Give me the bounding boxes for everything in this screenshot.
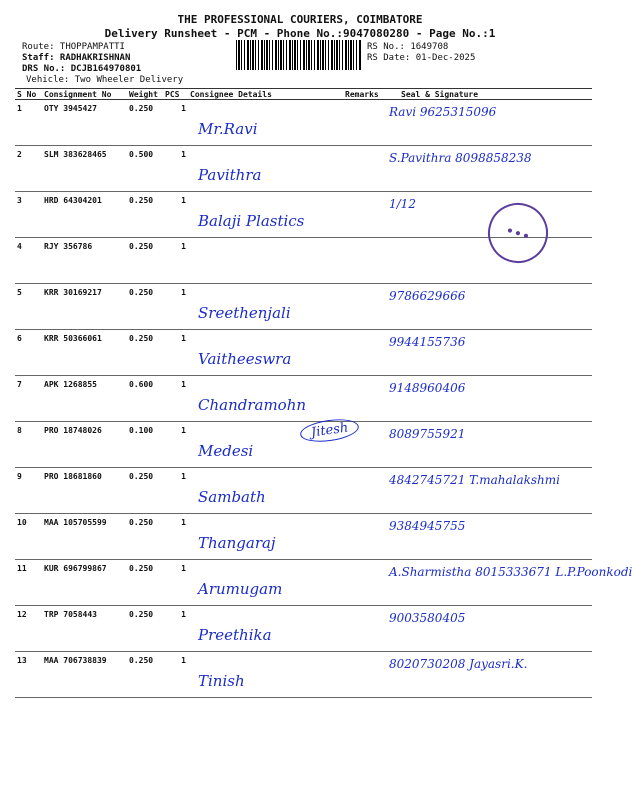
weight-cell: 0.250	[127, 284, 163, 330]
pcs-cell: 1	[163, 192, 188, 238]
sno-cell: 3	[15, 192, 42, 238]
consignment-cell: KRR 30169217	[42, 284, 127, 330]
consignee-name-handwritten: Tinish	[198, 672, 245, 690]
remarks-cell	[343, 560, 383, 606]
signature-handwritten: 9944155736	[389, 335, 466, 349]
consignee-cell	[188, 560, 343, 606]
table-row	[15, 606, 592, 652]
weight-cell: 0.100	[127, 422, 163, 468]
consignee-cell	[188, 514, 343, 560]
col-signature: Seal & Signature	[383, 89, 592, 100]
sno-cell: 6	[15, 330, 42, 376]
signature-handwritten: 9786629666	[389, 289, 466, 303]
weight-cell: 0.600	[127, 376, 163, 422]
consignee-cell	[188, 284, 343, 330]
sno-cell: 10	[15, 514, 42, 560]
pcs-cell: 1	[163, 100, 188, 146]
consignee-name-handwritten: Balaji Plastics	[198, 212, 305, 230]
consignee-name-handwritten: Arumugam	[198, 580, 283, 598]
signature-handwritten: 9003580405	[389, 611, 466, 625]
remarks-cell	[343, 238, 383, 284]
sno-cell: 2	[15, 146, 42, 192]
table-row	[15, 100, 592, 146]
pcs-cell: 1	[163, 376, 188, 422]
runsheet-subtitle: Delivery Runsheet - PCM - Phone No.:9047080280 - Page No.:1	[104, 27, 496, 40]
consignee-cell	[188, 238, 343, 284]
signature-cell	[383, 146, 592, 192]
signature-handwritten: 4842745721 T.mahalakshmi	[389, 473, 560, 487]
signature-handwritten: 8089755921	[389, 427, 466, 441]
pcs-cell: 1	[163, 468, 188, 514]
weight-cell: 0.250	[127, 514, 163, 560]
remarks-cell	[343, 514, 383, 560]
vehicle-field: Vehicle: Two Wheeler Delivery	[26, 75, 184, 85]
signature-cell	[383, 422, 592, 468]
seal-stamp: ● ● ●	[480, 195, 556, 271]
col-consignment: Consignment No	[42, 89, 127, 100]
consignee-name-handwritten: Sreethenjali	[198, 304, 291, 322]
consignee-cell	[188, 330, 343, 376]
consignment-cell: PRO 18681860	[42, 468, 127, 514]
consignee-cell	[188, 100, 343, 146]
signature-handwritten: S.Pavithra 8098858238	[389, 151, 532, 165]
consignee-cell	[188, 606, 343, 652]
sno-cell: 13	[15, 652, 42, 698]
consignee-cell	[188, 146, 343, 192]
signature-handwritten: 8020730208 Jayasri.K.	[389, 657, 528, 671]
consignment-cell: MAA 706738839	[42, 652, 127, 698]
consignment-cell: MAA 105705599	[42, 514, 127, 560]
pcs-cell: 1	[163, 652, 188, 698]
signature-handwritten: 1/12	[389, 197, 416, 211]
signature-handwritten: Ravi 9625315096	[389, 105, 497, 119]
signature-cell	[383, 468, 592, 514]
remarks-cell	[343, 192, 383, 238]
staff-field: Staff: RADHAKRISHNAN	[22, 53, 131, 63]
col-remarks: Remarks	[343, 89, 383, 100]
consignment-cell: SLM 383628465	[42, 146, 127, 192]
weight-cell: 0.250	[127, 468, 163, 514]
col-sno: S No	[15, 89, 42, 100]
remarks-cell	[343, 100, 383, 146]
table-row	[15, 560, 592, 606]
signature-handwritten: 9384945755	[389, 519, 466, 533]
sno-cell: 7	[15, 376, 42, 422]
signature-cell	[383, 560, 632, 606]
sno-cell: 9	[15, 468, 42, 514]
pcs-cell: 1	[163, 238, 188, 284]
rs-number: RS No.: 1649708	[367, 42, 449, 52]
signature-cell	[383, 100, 592, 146]
table-row	[15, 376, 592, 422]
consignee-name-handwritten: Pavithra	[198, 166, 262, 184]
col-pcs: PCS	[163, 89, 188, 100]
consignment-cell: TRP 7058443	[42, 606, 127, 652]
sno-cell: 5	[15, 284, 42, 330]
remarks-cell	[343, 606, 383, 652]
pcs-cell: 1	[163, 560, 188, 606]
signature-cell	[383, 330, 592, 376]
consignee-cell	[188, 376, 343, 422]
consignment-cell: PRO 18748026	[42, 422, 127, 468]
consignee-name-handwritten: Thangaraj	[198, 534, 276, 552]
signature-handwritten: 9148960406	[389, 381, 466, 395]
remarks-cell	[343, 652, 383, 698]
table-row	[15, 514, 592, 560]
barcode	[236, 40, 362, 70]
pcs-cell: 1	[163, 606, 188, 652]
consignment-cell: HRD 64304201	[42, 192, 127, 238]
sno-cell: 11	[15, 560, 42, 606]
remarks-cell	[343, 376, 383, 422]
remarks-cell	[343, 146, 383, 192]
consignee-cell	[188, 468, 343, 514]
consignee-cell	[188, 652, 343, 698]
col-weight: Weight	[127, 89, 163, 100]
table-row	[15, 652, 592, 698]
signature-cell	[383, 376, 592, 422]
pcs-cell: 1	[163, 514, 188, 560]
pcs-cell: 1	[163, 422, 188, 468]
table-row	[15, 330, 592, 376]
consignee-name-handwritten: Sambath	[198, 488, 266, 506]
signature-handwritten: A.Sharmistha 8015333671 L.P.Poonkodi	[389, 565, 632, 579]
table-row	[15, 146, 592, 192]
consignee-name-handwritten: Chandramohn	[198, 396, 307, 414]
table-header-row	[15, 89, 592, 100]
weight-cell: 0.250	[127, 100, 163, 146]
company-title: THE PROFESSIONAL COURIERS, COIMBATORE	[177, 13, 423, 26]
weight-cell: 0.250	[127, 238, 163, 284]
weight-cell: 0.500	[127, 146, 163, 192]
route-field: Route: THOPPAMPATTI	[22, 42, 125, 52]
remarks-cell	[343, 284, 383, 330]
consignee-name-handwritten: Preethika	[198, 626, 272, 644]
weight-cell: 0.250	[127, 560, 163, 606]
sno-cell: 8	[15, 422, 42, 468]
col-consignee: Consignee Details	[188, 89, 343, 100]
sno-cell: 1	[15, 100, 42, 146]
consignment-cell: KRR 50366061	[42, 330, 127, 376]
pcs-cell: 1	[163, 330, 188, 376]
consignee-cell	[188, 192, 343, 238]
signature-cell	[383, 238, 592, 284]
pcs-cell: 1	[163, 146, 188, 192]
weight-cell: 0.250	[127, 330, 163, 376]
consignee-name-handwritten: Medesi	[198, 442, 254, 460]
signature-cell	[383, 284, 592, 330]
consignment-cell: KUR 696799867	[42, 560, 127, 606]
runsheet-table	[15, 88, 632, 698]
consignment-cell: APK 1268855	[42, 376, 127, 422]
consignment-cell: OTY 3945427	[42, 100, 127, 146]
weight-cell: 0.250	[127, 192, 163, 238]
signature-cell	[383, 652, 592, 698]
sno-cell: 12	[15, 606, 42, 652]
table-row	[15, 284, 592, 330]
signature-cell	[383, 606, 592, 652]
rs-date: RS Date: 01-Dec-2025	[367, 53, 476, 63]
pcs-cell: 1	[163, 284, 188, 330]
remark-handwritten: Jitesh	[299, 416, 361, 445]
drs-field: DRS No.: DCJB164970801	[22, 64, 142, 74]
remarks-cell	[343, 468, 383, 514]
remarks-cell	[343, 330, 383, 376]
weight-cell: 0.250	[127, 652, 163, 698]
consignment-cell: RJY 356786	[42, 238, 127, 284]
signature-cell	[383, 514, 592, 560]
consignee-name-handwritten: Mr.Ravi	[198, 120, 258, 138]
table-row	[15, 468, 592, 514]
sno-cell: 4	[15, 238, 42, 284]
weight-cell: 0.250	[127, 606, 163, 652]
consignee-name-handwritten: Vaitheeswra	[198, 350, 292, 368]
